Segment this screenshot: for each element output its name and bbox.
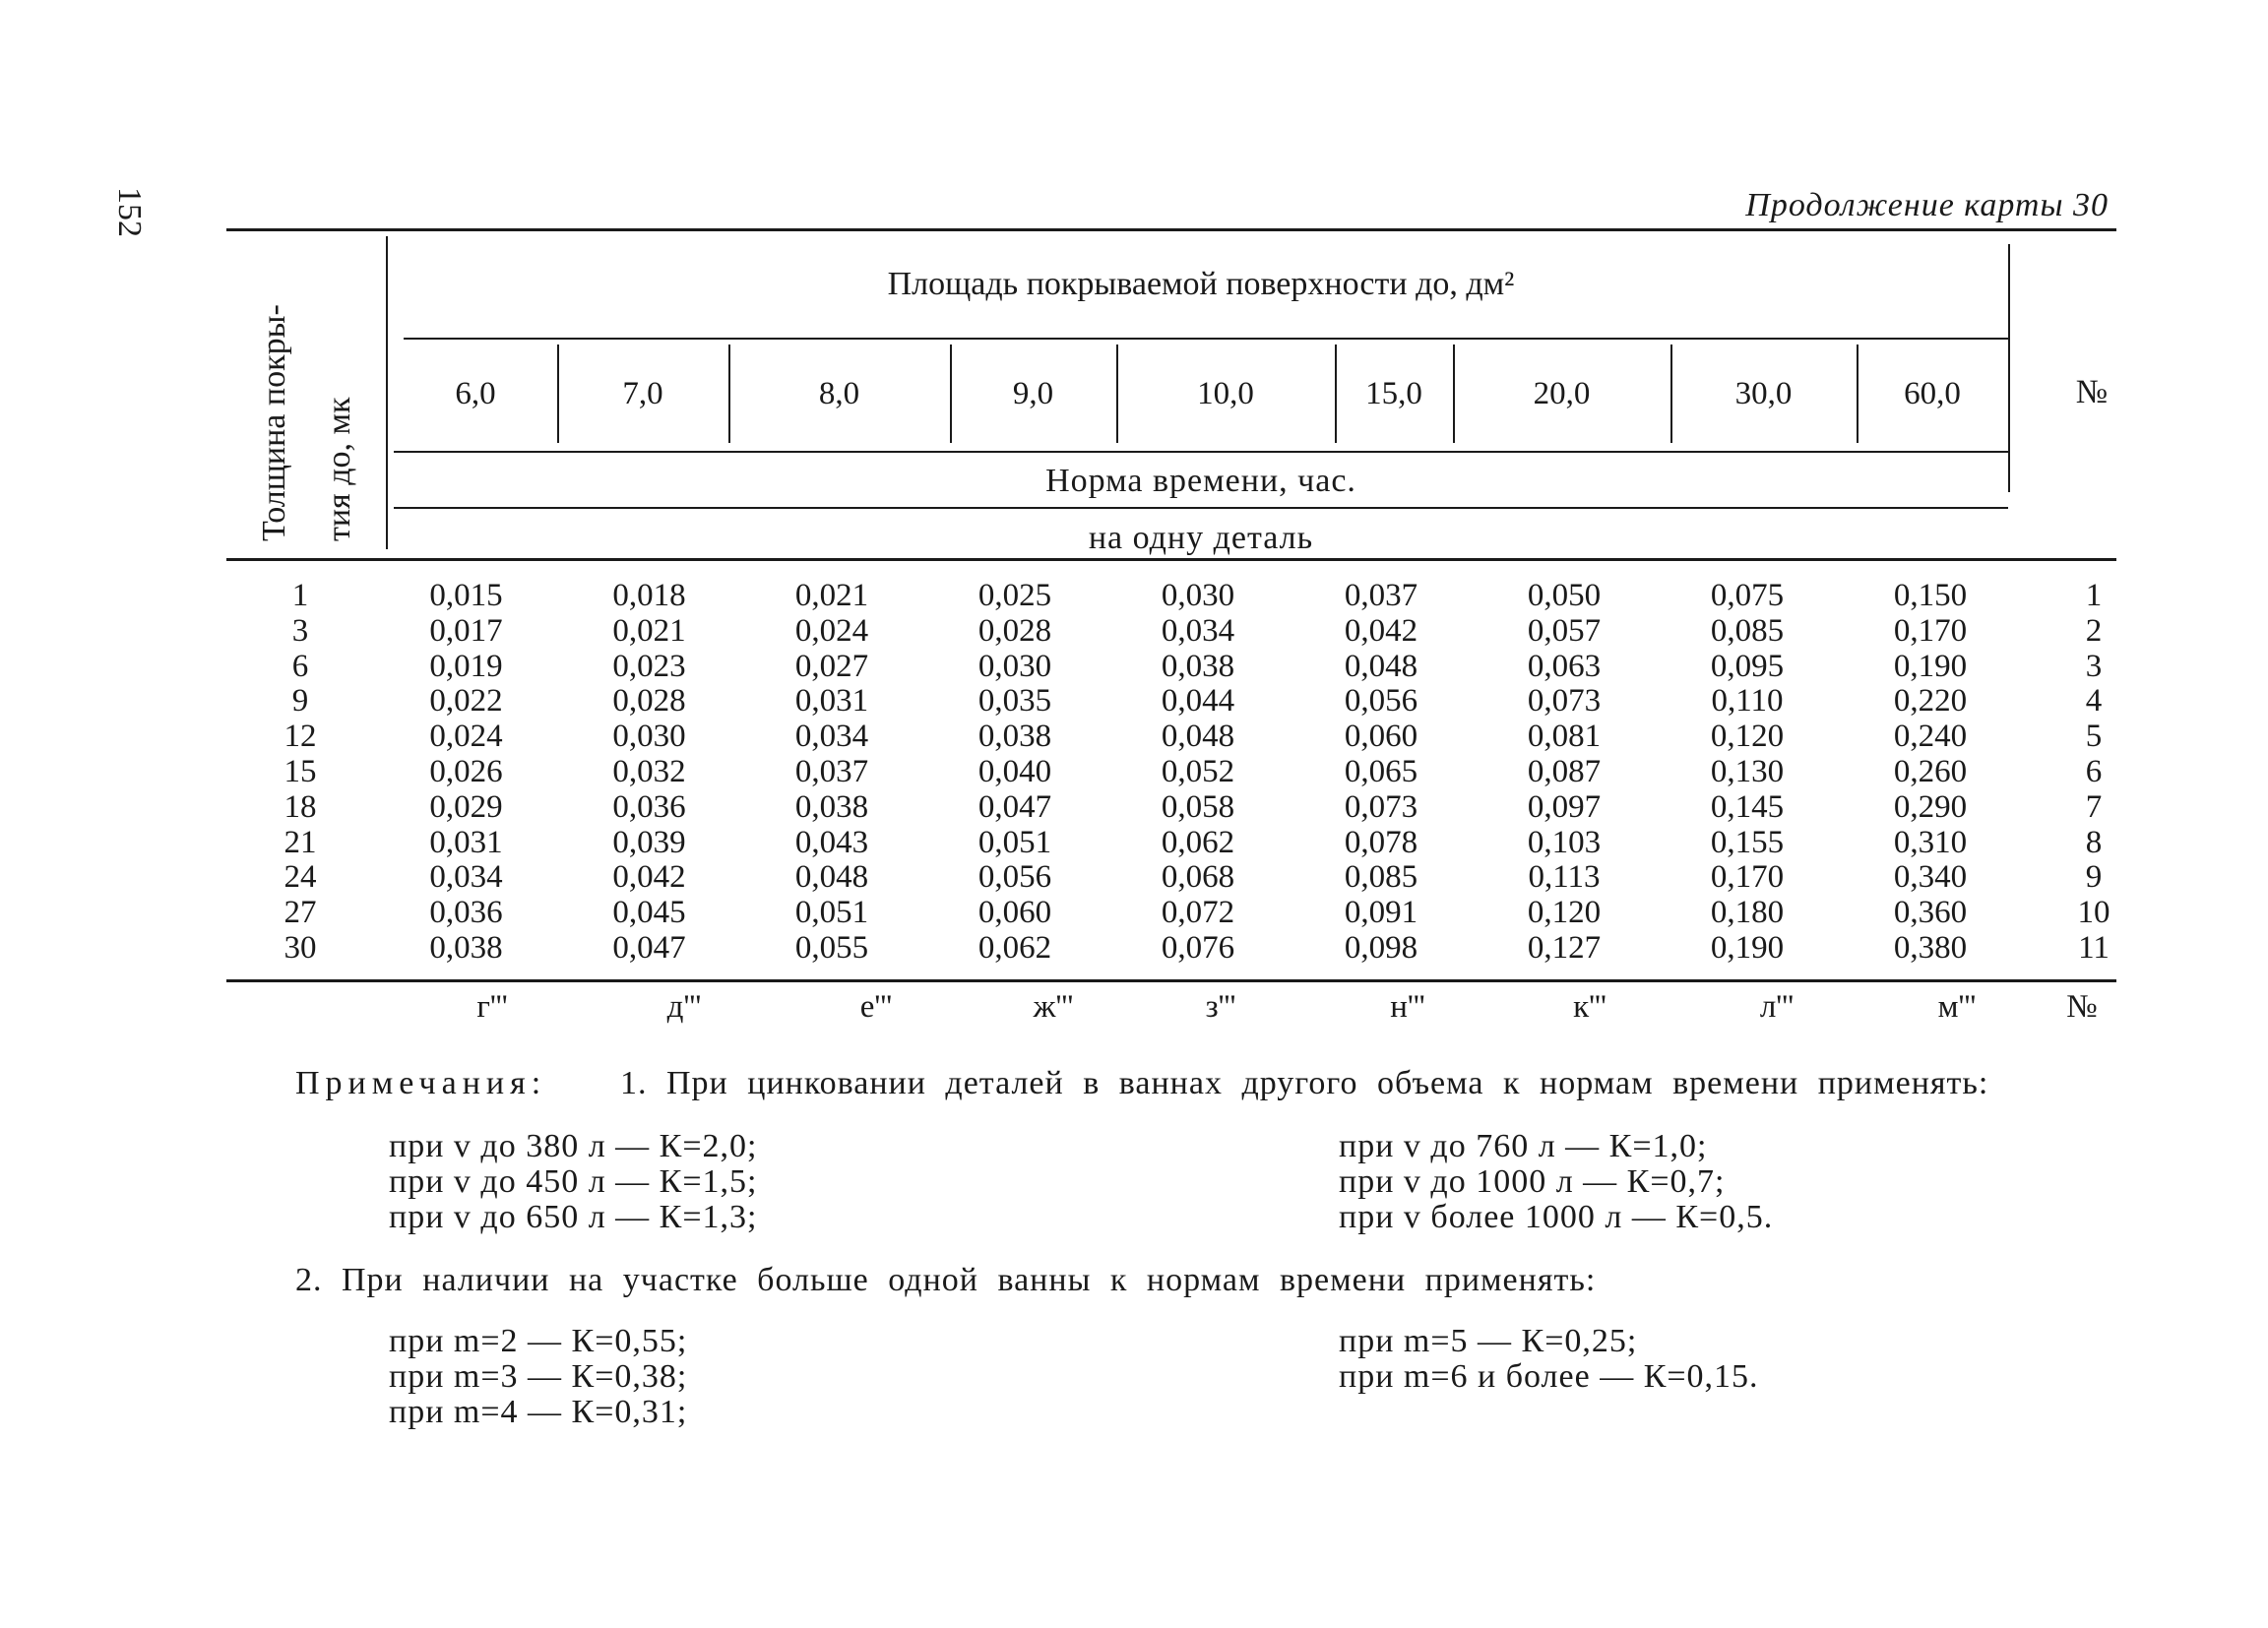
norm-value-cell: 0,062: [977, 929, 1052, 966]
norm-value-cell: 0,103: [1527, 824, 1602, 860]
thickness-cell: 12: [284, 719, 317, 755]
table-row: [226, 579, 2166, 614]
norm-value-cell: 0,078: [1344, 824, 1418, 860]
norm-value-cell: 0,068: [1161, 859, 1235, 896]
norm-value-cell: 0,021: [794, 578, 869, 613]
note1-right-2: при v до 1000 л — К=0,7;: [1339, 1163, 1726, 1200]
norm-value-cell: 0,024: [429, 719, 503, 755]
norm-value-cell: 0,060: [977, 895, 1052, 931]
area-value: 6,0: [455, 376, 496, 411]
norm-value-cell: 0,030: [977, 648, 1052, 684]
norm-value-cell: 0,028: [977, 612, 1052, 649]
norm-value-cell: 0,036: [429, 895, 503, 931]
area-value: 7,0: [622, 376, 663, 411]
column-letter: л''': [1759, 989, 1795, 1025]
norm-value-cell: 0,051: [794, 895, 869, 931]
norm-value-cell: 0,075: [1710, 578, 1785, 613]
note1-left-2: при v до 450 л — К=1,5;: [389, 1163, 758, 1200]
thickness-label-line1: Толщина покры-: [256, 304, 292, 541]
area-header-rule: [404, 338, 2008, 340]
norm-value-cell: 0,058: [1161, 788, 1235, 825]
row-number-cell: 3: [2085, 648, 2103, 684]
row-number-cell: 6: [2085, 753, 2103, 789]
norm-value-cell: 0,073: [1344, 788, 1418, 825]
norm-value-cell: 0,340: [1893, 859, 1968, 896]
norm-value-cell: 0,063: [1527, 648, 1602, 684]
norm-value-cell: 0,065: [1344, 753, 1418, 789]
norms-table: [226, 579, 2166, 967]
norm-value-cell: 0,036: [612, 788, 686, 825]
norm-value-cell: 0,051: [977, 824, 1052, 860]
norm-value-cell: 0,155: [1710, 824, 1785, 860]
area-header: Площадь покрываемой поверхности до, дм²: [887, 266, 1515, 302]
norm-value-cell: 0,260: [1893, 753, 1968, 789]
table-row: [226, 755, 2166, 790]
note2-right-1: при m=5 — К=0,25;: [1339, 1323, 1638, 1359]
table-row: [226, 860, 2166, 896]
note1-right-3: при v более 1000 л — К=0,5.: [1339, 1199, 1774, 1235]
norm-value-cell: 0,072: [1161, 895, 1235, 931]
thickness-cell: 27: [284, 895, 317, 931]
norm-value-cell: 0,085: [1344, 859, 1418, 896]
norm-value-cell: 0,040: [977, 753, 1052, 789]
norm-value-cell: 0,022: [429, 683, 503, 720]
norm-value-cell: 0,038: [429, 929, 503, 966]
row-number-cell: 5: [2085, 719, 2103, 755]
thickness-cell: 15: [284, 753, 317, 789]
table-row: [226, 790, 2166, 826]
column-letter: д''': [666, 989, 702, 1025]
norm-value-cell: 0,048: [794, 859, 869, 896]
norm-value-cell: 0,034: [1161, 612, 1235, 649]
norm-value-cell: 0,034: [429, 859, 503, 896]
note2-left-3: при m=4 — К=0,31;: [389, 1394, 688, 1430]
norm-value-cell: 0,060: [1344, 719, 1418, 755]
norm-value-cell: 0,048: [1344, 648, 1418, 684]
norm-value-cell: 0,087: [1527, 753, 1602, 789]
table-row: [226, 896, 2166, 931]
notes-title: Примечания:: [295, 1065, 547, 1101]
row-number-cell: 9: [2085, 859, 2103, 896]
area-values-row: [0, 376, 2268, 425]
norm-value-cell: 0,038: [794, 788, 869, 825]
table-row: [226, 684, 2166, 720]
norm-value-cell: 0,037: [794, 753, 869, 789]
area-value: 15,0: [1365, 376, 1422, 411]
norm-bottom-rule: [394, 507, 2008, 509]
norm-value-cell: 0,028: [612, 683, 686, 720]
norm-value-cell: 0,052: [1161, 753, 1235, 789]
norm-value-cell: 0,042: [612, 859, 686, 896]
note2-left-1: при m=2 — К=0,55;: [389, 1323, 688, 1359]
norm-value-cell: 0,056: [977, 859, 1052, 896]
row-number-cell: 10: [2077, 895, 2110, 931]
norm-value-cell: 0,240: [1893, 719, 1968, 755]
column-letter: н''': [1390, 989, 1425, 1025]
norm-value-cell: 0,290: [1893, 788, 1968, 825]
thickness-cell: 3: [291, 612, 309, 649]
norm-value-cell: 0,042: [1344, 612, 1418, 649]
area-value: 9,0: [1012, 376, 1054, 411]
thickness-cell: 24: [284, 859, 317, 896]
norm-value-cell: 0,017: [429, 612, 503, 649]
note2-left-2: при m=3 — К=0,38;: [389, 1358, 688, 1395]
thickness-label-line2: тия до, мк: [321, 397, 357, 541]
norm-value-cell: 0,145: [1710, 788, 1785, 825]
norm-value-cell: 0,021: [612, 612, 686, 649]
table-row: [226, 826, 2166, 861]
column-letter: з''': [1205, 989, 1236, 1025]
norm-value-cell: 0,081: [1527, 719, 1602, 755]
norm-value-cell: 0,220: [1893, 683, 1968, 720]
area-value: 30,0: [1734, 376, 1793, 411]
area-values-bottom-rule: [394, 451, 2008, 453]
thickness-cell: 6: [291, 648, 309, 684]
note2-intro: 2. При наличии на участке больше одной ванны к нормам времени применять:: [295, 1262, 1597, 1298]
norm-value-cell: 0,015: [429, 578, 503, 613]
norm-value-cell: 0,048: [1161, 719, 1235, 755]
norm-value-cell: 0,056: [1344, 683, 1418, 720]
norm-value-cell: 0,018: [612, 578, 686, 613]
norm-value-cell: 0,038: [1161, 648, 1235, 684]
thickness-cell: 1: [291, 578, 309, 613]
column-letters-row: [0, 989, 2268, 1038]
letters-no-label: №: [2066, 989, 2098, 1025]
norm-value-cell: 0,030: [612, 719, 686, 755]
continuation-caption: Продолжение карты 30: [1745, 187, 2109, 223]
per-detail-header: на одну деталь: [1088, 520, 1314, 556]
top-rule: [226, 228, 2116, 231]
norm-value-cell: 0,044: [1161, 683, 1235, 720]
norm-value-cell: 0,113: [1528, 859, 1601, 896]
page-number: 152: [111, 187, 148, 237]
thickness-cell: 9: [291, 683, 309, 720]
norm-value-cell: 0,025: [977, 578, 1052, 613]
norm-value-cell: 0,031: [794, 683, 869, 720]
norm-value-cell: 0,150: [1893, 578, 1968, 613]
row-number-cell: 7: [2085, 788, 2103, 825]
table-row: [226, 650, 2166, 685]
norm-value-cell: 0,030: [1161, 578, 1235, 613]
norm-value-cell: 0,024: [794, 612, 869, 649]
norm-value-cell: 0,310: [1893, 824, 1968, 860]
thickness-cell: 21: [284, 824, 317, 860]
note1-right-1: при v до 760 л — К=1,0;: [1339, 1128, 1708, 1164]
row-number-cell: 11: [2078, 929, 2110, 966]
row-number-cell: 2: [2085, 612, 2103, 649]
table-row: [226, 931, 2166, 967]
norm-value-cell: 0,127: [1527, 929, 1602, 966]
norm-value-cell: 0,023: [612, 648, 686, 684]
table-bottom-rule: [226, 979, 2116, 982]
norm-value-cell: 0,047: [612, 929, 686, 966]
norm-value-cell: 0,047: [977, 788, 1052, 825]
norm-value-cell: 0,120: [1527, 895, 1602, 931]
norm-value-cell: 0,130: [1710, 753, 1785, 789]
norm-value-cell: 0,050: [1527, 578, 1602, 613]
norm-value-cell: 0,062: [1161, 824, 1235, 860]
norm-value-cell: 0,091: [1344, 895, 1418, 931]
note1-left-3: при v до 650 л — К=1,3;: [389, 1199, 758, 1235]
norm-value-cell: 0,170: [1893, 612, 1968, 649]
norm-value-cell: 0,095: [1710, 648, 1785, 684]
norm-value-cell: 0,180: [1710, 895, 1785, 931]
norm-value-cell: 0,027: [794, 648, 869, 684]
norm-value-cell: 0,120: [1710, 719, 1785, 755]
row-number-cell: 1: [2085, 578, 2103, 613]
norm-value-cell: 0,097: [1527, 788, 1602, 825]
norm-value-cell: 0,026: [429, 753, 503, 789]
norm-value-cell: 0,085: [1710, 612, 1785, 649]
norm-value-cell: 0,032: [612, 753, 686, 789]
column-letter: г''': [476, 989, 508, 1025]
norm-header: Норма времени, час.: [1045, 463, 1356, 499]
norm-value-cell: 0,190: [1710, 929, 1785, 966]
column-letter: ж''': [1033, 989, 1074, 1025]
norm-value-cell: 0,098: [1344, 929, 1418, 966]
column-letter: к''': [1573, 989, 1606, 1025]
norm-value-cell: 0,190: [1893, 648, 1968, 684]
thickness-cell: 18: [284, 788, 317, 825]
column-letter: м''': [1937, 989, 1977, 1025]
area-value: 10,0: [1197, 376, 1254, 411]
area-value: 8,0: [818, 376, 860, 411]
norm-value-cell: 0,043: [794, 824, 869, 860]
norm-value-cell: 0,057: [1527, 612, 1602, 649]
norm-value-cell: 0,170: [1710, 859, 1785, 896]
norm-value-cell: 0,380: [1893, 929, 1968, 966]
norm-value-cell: 0,055: [794, 929, 869, 966]
table-row: [226, 720, 2166, 755]
norm-value-cell: 0,360: [1893, 895, 1968, 931]
norm-value-cell: 0,019: [429, 648, 503, 684]
norm-value-cell: 0,038: [977, 719, 1052, 755]
row-number-cell: 8: [2085, 824, 2103, 860]
norm-value-cell: 0,031: [429, 824, 503, 860]
note2-right-2: при m=6 и более — К=0,15.: [1339, 1358, 1759, 1395]
thickness-cell: 30: [284, 929, 317, 966]
table-row: [226, 614, 2166, 650]
norm-value-cell: 0,029: [429, 788, 503, 825]
norm-value-cell: 0,076: [1161, 929, 1235, 966]
no-header: №: [2075, 374, 2109, 410]
norm-value-cell: 0,039: [612, 824, 686, 860]
norm-value-cell: 0,073: [1527, 683, 1602, 720]
norm-value-cell: 0,034: [794, 719, 869, 755]
note1-left-1: при v до 380 л — К=2,0;: [389, 1128, 758, 1164]
area-value: 60,0: [1904, 376, 1961, 411]
column-letter: е''': [859, 989, 893, 1025]
header-bottom-rule: [226, 558, 2116, 561]
norm-value-cell: 0,110: [1711, 683, 1784, 720]
row-number-cell: 4: [2085, 683, 2103, 720]
note1-intro: 1. При цинковании деталей в ваннах другого объема к нормам времени применять:: [620, 1065, 1989, 1101]
norm-value-cell: 0,037: [1344, 578, 1418, 613]
norm-value-cell: 0,045: [612, 895, 686, 931]
norm-value-cell: 0,035: [977, 683, 1052, 720]
area-value: 20,0: [1533, 376, 1591, 411]
